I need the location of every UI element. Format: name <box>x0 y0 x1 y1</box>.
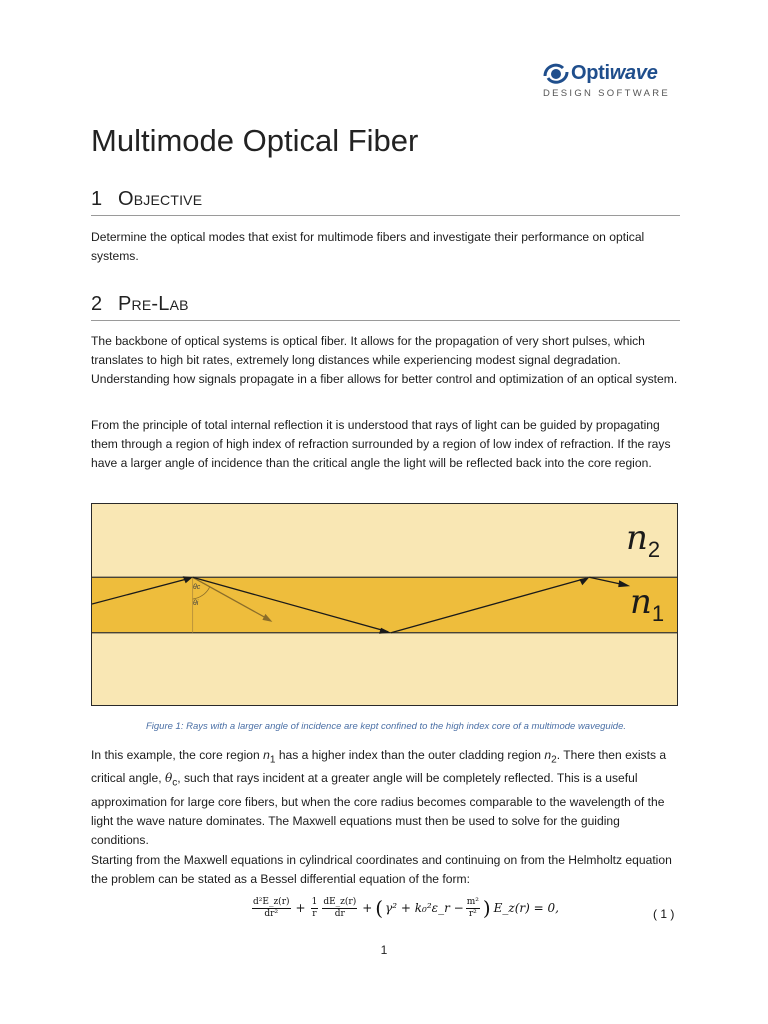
objective-paragraph: Determine the optical modes that exist for multimode fibers and investigate their performance on optical systems. <box>91 230 645 263</box>
fraction: $\frac{dE\_z(r)}{dr}$ <box>323 896 357 919</box>
optiwave-logo <box>541 52 673 102</box>
section-number: 2 <box>91 293 103 315</box>
section-heading-prelab <box>91 293 680 321</box>
equation-number: ( 1 ) <box>653 907 675 921</box>
page-number: 1 <box>380 943 388 957</box>
figure-caption: Figure 1: Rays with a larger angle of incidence are kept confined to the high index core of a multimode waveguide. <box>145 721 627 732</box>
fraction: $\frac{\text{d²E\_z(r)}}{\text{dr²}}$ <box>253 896 290 919</box>
core-region <box>92 577 677 632</box>
fraction: $\frac{1}{r}$ <box>311 896 318 919</box>
cladding-index-label: $n_2$ <box>626 518 661 562</box>
optiwave-swirl-icon <box>541 58 571 88</box>
bessel-intro-paragraph: Starting from the Maxwell equations in cylindrical coordinates and continuing on from the Helmholtz equation the problem can be stated as a Bessel differential equation of the form: <box>91 853 672 886</box>
core-index-label: $n_1$ <box>630 582 665 626</box>
critical-angle-label: θc <box>193 584 201 591</box>
prelab-paragraph-1: The backbone of optical systems is optical fiber. It allows for the propagation of very short pulses, which translates to high bit rates, extremely long distances while experiencing modest signal degradation. Understanding how signals propagate in a fiber allows for better control and optimization of an optical system. <box>91 334 678 386</box>
fraction: $\frac{\text{m²}}{\text{r²}}$ <box>466 896 479 919</box>
logo-tagline: DESIGN SOFTWARE <box>543 88 671 99</box>
bessel-equation: $\frac{\text{d²E\_z(r)}}{\text{dr²}}$ + $\frac{1}{r}$ $\frac{dE\_z(r)}{dr}$ + ( γ² + k₀²ε_r − $\frac{\text{m²}}{\text{r²}}$ ) E_z(r) = 0, <box>253 896 559 920</box>
section-number: 1 <box>91 188 103 210</box>
section-title: Pre-Lab <box>118 293 189 315</box>
incident-angle-label: θi <box>193 600 199 607</box>
logo-wordmark: Optiwave <box>571 62 658 84</box>
document-title: Multimode Optical Fiber <box>91 123 419 158</box>
prelab-paragraph-2: From the principle of total internal reflection it is understood that rays of light can be guided by propagating them through a region of high index of refraction surrounded by a region of low index of refraction. If the rays have a larger angle of incidence than the critical angle the light will be reflected back into the core region. <box>91 418 671 470</box>
waveguide-figure <box>91 503 678 706</box>
waveguide-diagram <box>92 504 677 705</box>
example-paragraph: In this example, the core region $n_1$ has a higher index than the outer cladding region $n_2$. There then exists a critical angle, $\theta_c$, such that rays incident at a greater angle will be completely reflected. This is a useful approximation for large core fibers, but when the core radius becomes comparable to the wavelength of the light the wave nature dominates. The Maxwell equations must then be used to solve for the guiding conditions. <box>91 748 667 847</box>
section-title: Objective <box>118 188 203 210</box>
section-heading-objective <box>91 188 680 216</box>
